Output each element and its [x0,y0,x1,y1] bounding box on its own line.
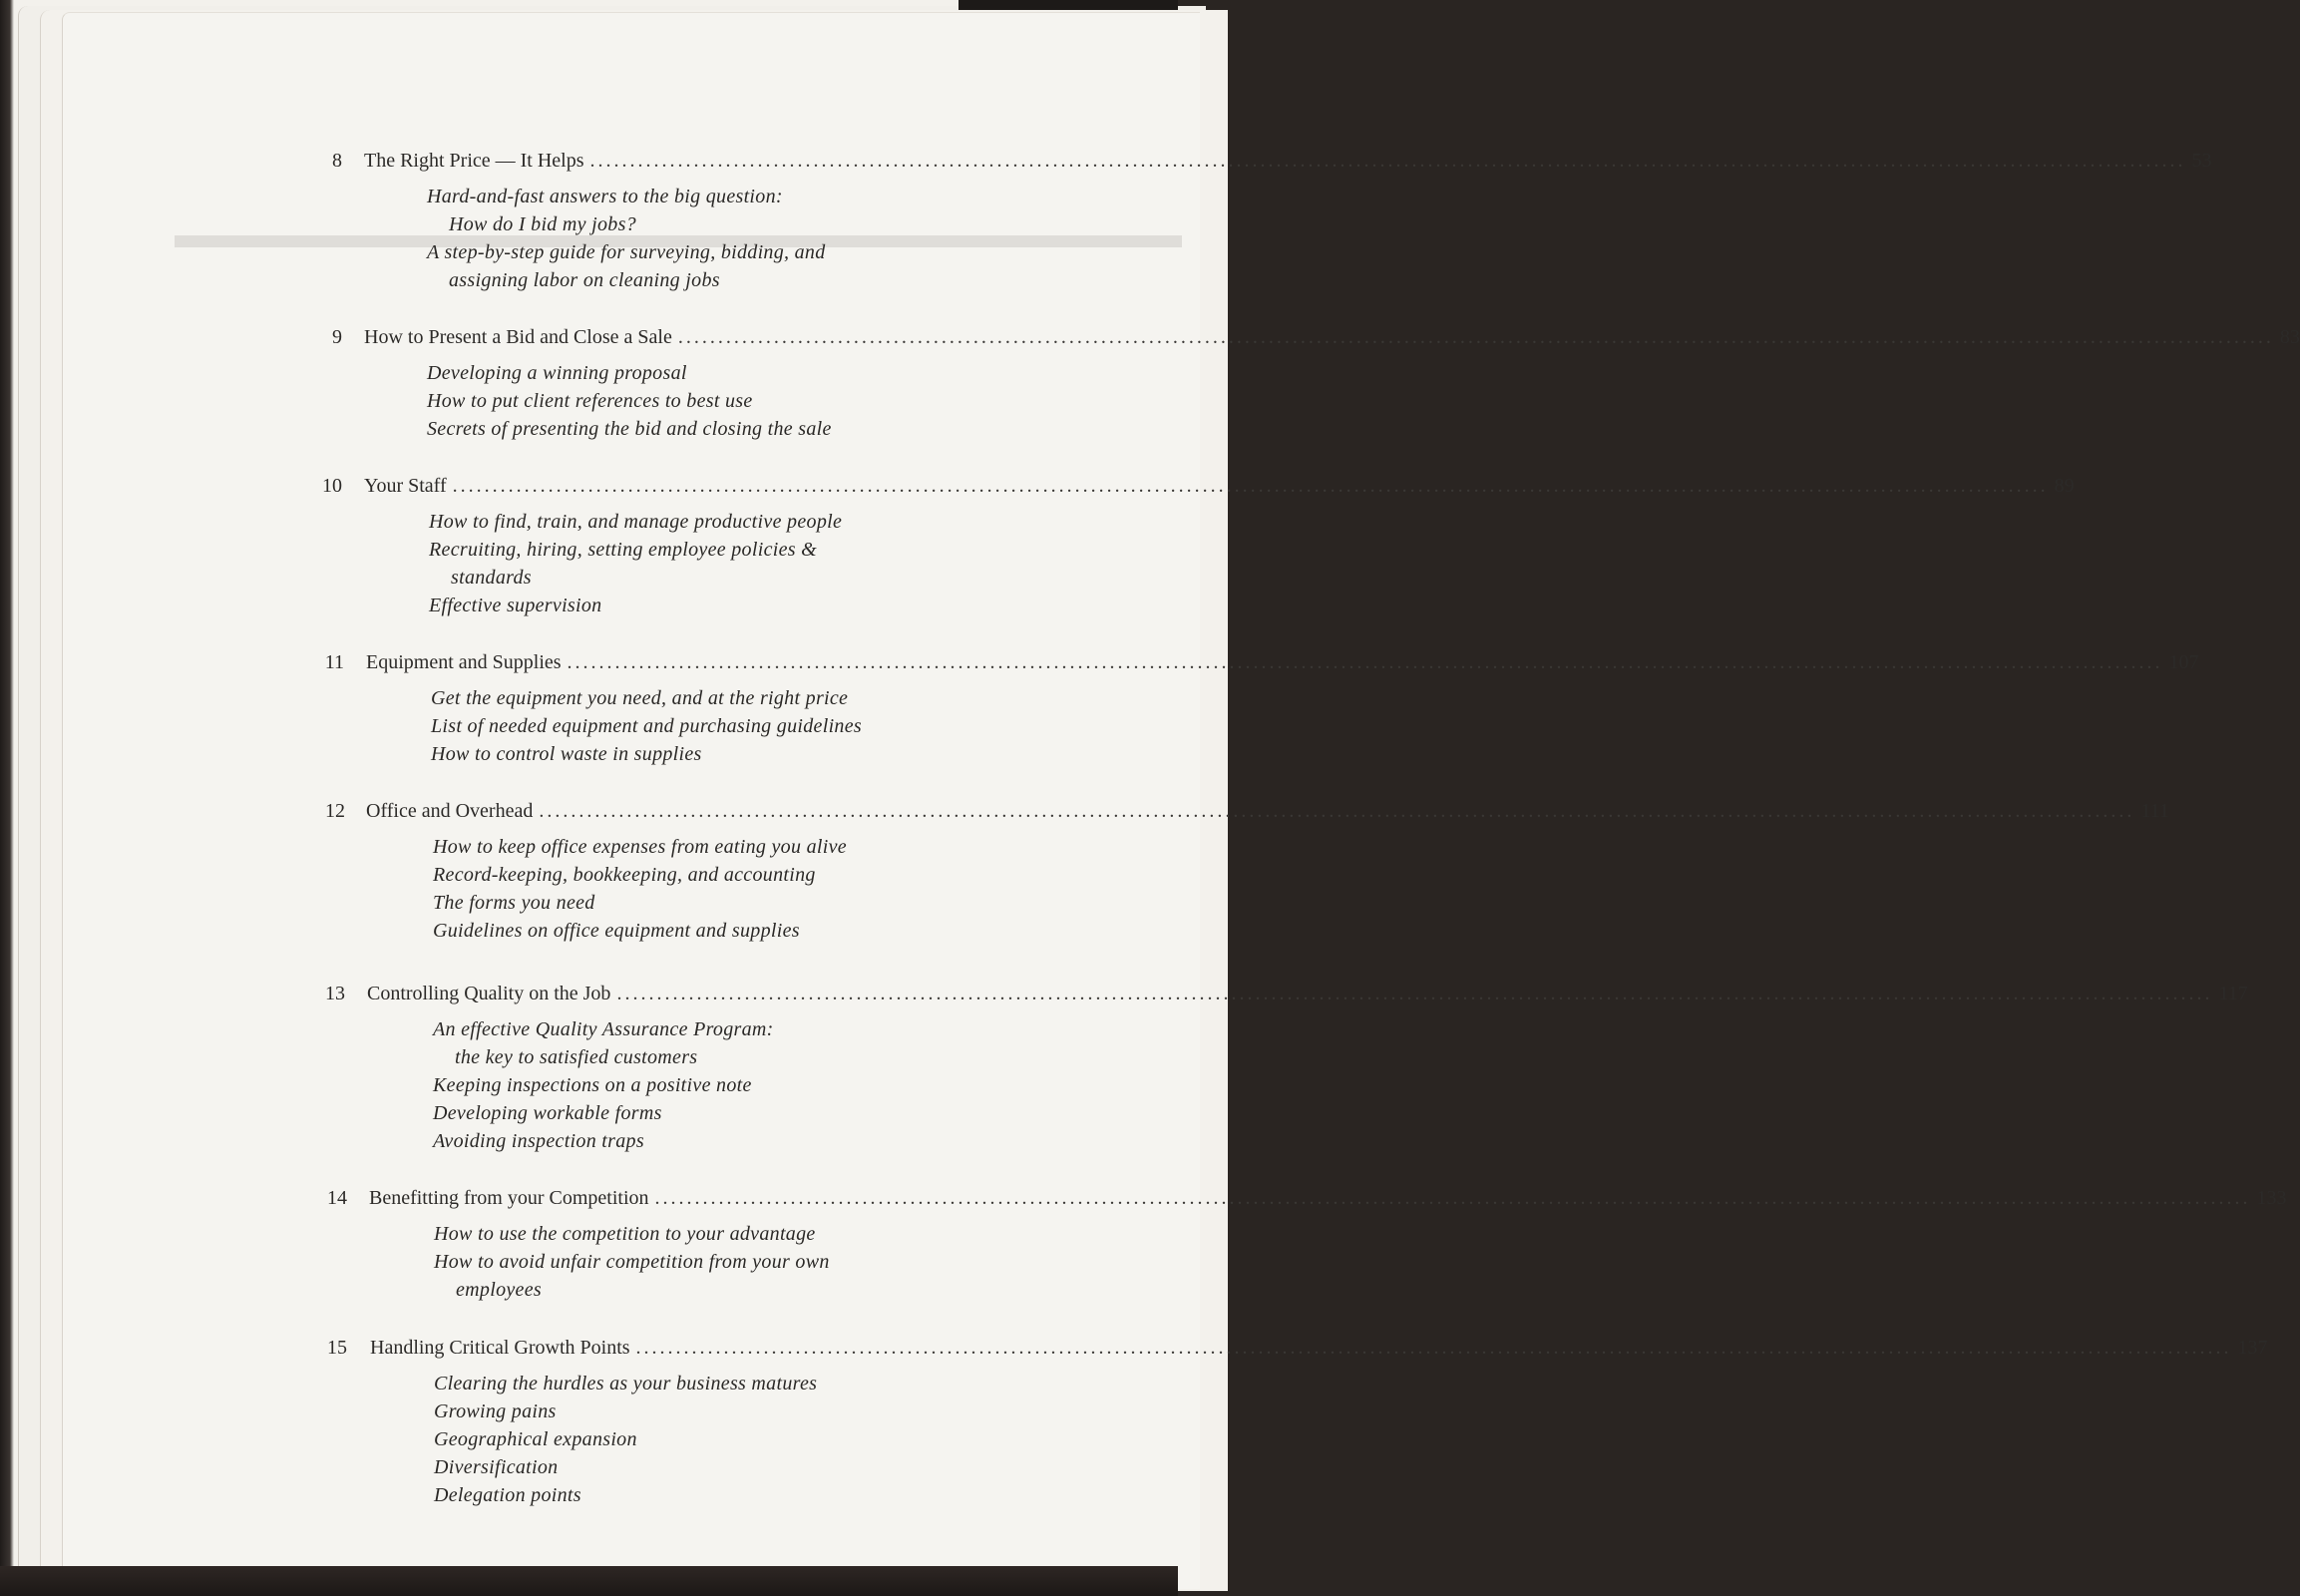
toc-chapter [0,800,2169,945]
chapter-page-number: 107 [2168,651,2199,673]
chapter-title: Your Staff [364,475,447,497]
chapter-heading [0,651,2199,681]
subtopic-line: An effective Quality Assurance Program: [433,1018,774,1040]
chapter-heading [0,475,2075,505]
subtopic-line: How to keep office expenses from eating you alive [433,836,847,858]
subtopic-line: Secrets of presenting the bid and closing the sale [427,418,832,440]
subtopic-line: Hard-and-fast answers to the big question: [427,186,783,207]
chapter-subtopics [433,1015,1178,1155]
dot-leader: ........................................................................................................................................................................................................ [616,983,2213,1004]
subtopic-line: Developing workable forms [433,1102,662,1124]
subtopic-line: Recruiting, hiring, setting employee policies & [429,539,818,561]
chapter-number: 11 [324,651,344,673]
toc-chapter [0,651,2199,768]
subtopic-line: The forms you need [433,892,595,914]
chapter-heading [0,326,2300,356]
subtopic-line: How to put client references to best use [427,390,753,412]
dot-leader: ........................................................................................................................................................................................................ [654,1187,2251,1209]
toc-chapter [0,983,2248,1155]
dot-leader: ........................................................................................................................................................................................................ [567,651,2163,673]
subtopic-line: Get the equipment you need, and at the right price [431,687,849,709]
chapter-title: Controlling Quality on the Job [367,983,611,1004]
chapter-subtopics [434,1370,1178,1509]
chapter-page-number: 111 [2140,800,2169,822]
chapter-title: Equipment and Supplies [366,651,562,673]
dot-leader: ........................................................................................................................................................................................................ [589,150,2186,172]
dot-leader: ........................................................................................................................................................................................................ [677,326,2274,348]
chapter-subtopics [429,508,1178,619]
chapter-heading [0,150,2212,180]
chapter-page-number: 83 [2279,326,2300,348]
subtopic-line: Diversification [434,1456,559,1478]
chapter-title: The Right Price — It Helps [364,150,584,172]
chapter-subtopics [431,684,1178,768]
subtopic-line: Record-keeping, bookkeeping, and accounting [433,864,816,886]
chapter-heading [0,1187,2287,1217]
chapter-page-number: 53 [2191,150,2212,172]
dot-leader: ........................................................................................................................................................................................................ [452,475,2049,497]
subtopic-line: How to use the competition to your advantage [434,1223,816,1245]
chapter-number: 10 [322,475,342,497]
toc-chapter [0,1187,2287,1304]
subtopic-line: employees [456,1279,542,1301]
chapter-number: 9 [332,326,342,348]
toc-chapter [0,1337,2268,1509]
chapter-heading [0,983,2248,1012]
subtopic-line: List of needed equipment and purchasing guidelines [431,715,862,737]
chapter-page-number: 89 [2054,475,2075,497]
toc-chapter [0,150,2212,294]
chapter-page-number: 133 [2256,1187,2287,1209]
subtopic-line: assigning labor on cleaning jobs [449,269,720,291]
subtopic-line: Avoiding inspection traps [433,1130,644,1152]
subtopic-line: A step-by-step guide for surveying, bidding, and [427,241,826,263]
chapter-heading [0,1337,2268,1367]
chapter-subtopics [427,183,1178,294]
chapter-title: How to Present a Bid and Close a Sale [364,326,672,348]
subtopic-line: How do I bid my jobs? [449,213,636,235]
subtopic-line: Developing a winning proposal [427,362,687,384]
subtopic-line: the key to satisfied customers [455,1046,698,1068]
subtopic-line: Guidelines on office equipment and supplies [433,920,800,942]
subtopic-line: standards [451,567,532,589]
chapter-number: 15 [327,1337,347,1359]
chapter-page-number: 137 [2237,1337,2268,1359]
subtopic-line: How to avoid unfair competition from your own [434,1251,830,1273]
subtopic-line: How to find, train, and manage productive people [429,511,843,533]
chapter-title: Office and Overhead [366,800,534,822]
chapter-page-number: 117 [2218,983,2248,1004]
chapter-subtopics [434,1220,1178,1304]
dark-corner [958,0,1178,10]
chapter-number: 13 [325,983,345,1004]
subtopic-line: Delegation points [434,1484,581,1506]
chapter-title: Benefitting from your Competition [369,1187,649,1209]
chapter-title: Handling Critical Growth Points [370,1337,630,1359]
scan-bottom-edge [0,1566,1178,1596]
chapter-number: 12 [325,800,345,822]
toc-chapter [0,475,2075,619]
subtopic-line: Clearing the hurdles as your business matures [434,1373,818,1395]
subtopic-line: Geographical expansion [434,1428,637,1450]
subtopic-line: Growing pains [434,1400,557,1422]
chapter-heading [0,800,2169,830]
chapter-number: 8 [332,150,342,172]
subtopic-line: How to control waste in supplies [431,743,702,765]
chapter-number: 14 [327,1187,347,1209]
dot-leader: ........................................................................................................................................................................................................ [539,800,2135,822]
dot-leader: ........................................................................................................................................................................................................ [635,1337,2232,1359]
toc-chapter [0,326,2300,443]
chapter-subtopics [427,359,1178,443]
subtopic-line: Effective supervision [429,595,602,616]
subtopic-line: Keeping inspections on a positive note [433,1074,752,1096]
chapter-subtopics [433,833,1178,945]
